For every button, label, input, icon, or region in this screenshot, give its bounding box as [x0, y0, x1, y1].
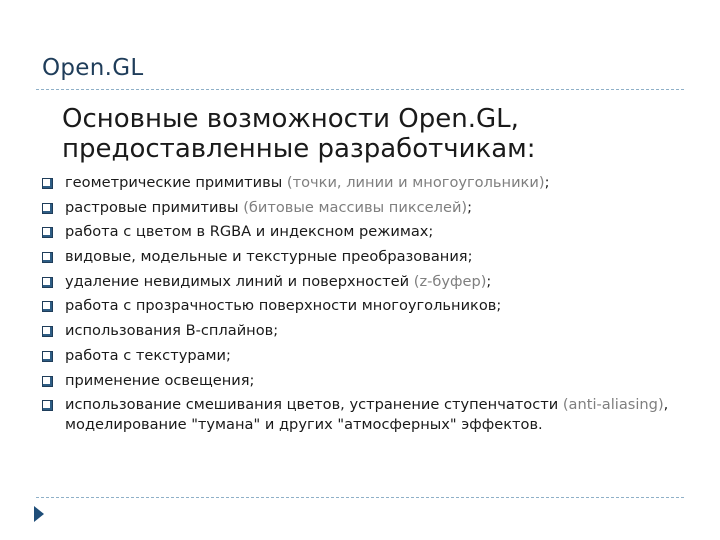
list-item-text: растровые примитивы (битовые массивы пикселей); — [65, 198, 473, 216]
list-item-text: работа с цветом в RGBA и индексном режимах; — [65, 223, 434, 241]
list-item — [42, 198, 682, 218]
list-item — [42, 247, 682, 267]
square-bullet-icon — [42, 400, 53, 411]
square-bullet-icon — [42, 351, 53, 362]
list-item — [42, 222, 682, 242]
list-item-text: использования В-сплайнов; — [65, 322, 279, 340]
square-bullet-icon — [42, 203, 53, 214]
list-item — [42, 296, 682, 316]
square-bullet-icon — [42, 178, 53, 189]
square-bullet-icon — [42, 301, 53, 312]
bottom-divider — [36, 497, 684, 498]
feature-list — [42, 173, 682, 440]
square-bullet-icon — [42, 227, 53, 238]
list-item — [42, 371, 682, 391]
top-divider — [36, 89, 684, 90]
list-item-text: видовые, модельные и текстурные преобразования; — [65, 248, 473, 266]
square-bullet-icon — [42, 326, 53, 337]
header-title: Open.GL — [42, 55, 144, 81]
list-item — [42, 272, 682, 292]
triangle-right-icon — [34, 506, 44, 522]
square-bullet-icon — [42, 376, 53, 387]
list-item — [42, 173, 682, 193]
slide-heading: Основные возможности Open.GL, предоставленные разработчикам: — [62, 104, 536, 164]
list-item-text: геометрические примитивы (точки, линии и многоугольники); — [65, 174, 550, 191]
list-item — [42, 395, 682, 435]
list-item-text: работа с текстурами; — [65, 346, 231, 364]
square-bullet-icon — [42, 277, 53, 288]
list-item-text: применение освещения; — [65, 371, 255, 389]
list-item-text: использование смешивания цветов, устранение ступенчатости (anti-aliasing), моделирование "тумана" и других "атмосферных" эффектов. — [65, 396, 669, 434]
list-item-text: удаление невидимых линий и поверхностей (z-буфер); — [65, 272, 492, 290]
list-item — [42, 346, 682, 366]
list-item-text: работа с прозрачностью поверхности многоугольников; — [65, 297, 502, 315]
list-item — [42, 321, 682, 341]
square-bullet-icon — [42, 252, 53, 263]
